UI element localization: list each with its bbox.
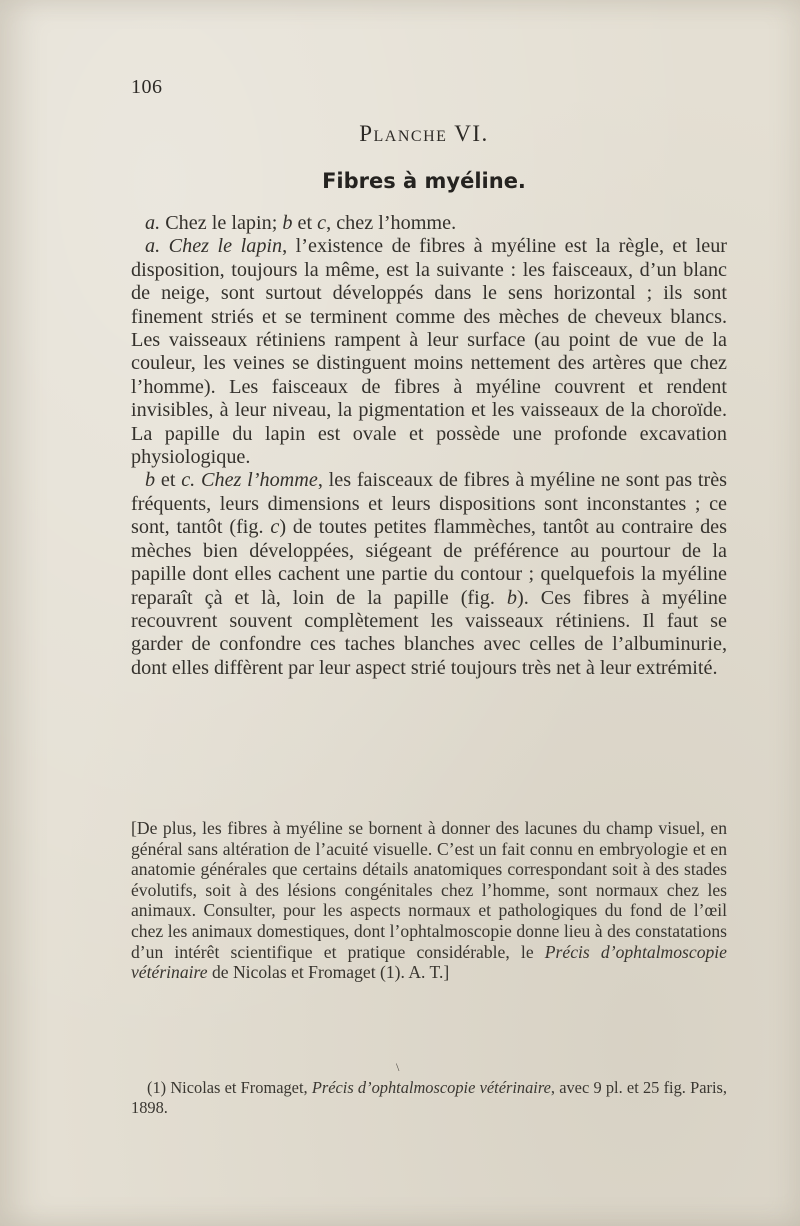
footnote-text-2: , avec 9 pl. et 25 fig. Paris, 1898. xyxy=(131,1078,727,1117)
para-bc-label-b: b xyxy=(145,469,156,492)
footnote-italic: Précis d’ophtalmoscopie vétérinaire xyxy=(311,1078,551,1097)
plate-title: Planche VI. xyxy=(359,121,489,146)
legend-text-3: , chez l’homme. xyxy=(326,212,457,234)
legend-label-b: b xyxy=(282,212,293,234)
para-bc-text-1: , les faisceaux de fibres à myéline ne sont pas très fréquents, leurs dimensions et leurs dispositions sont inconstantes ; ce sont, tantôt (fig. xyxy=(131,469,728,539)
para-bc-label-mid: et xyxy=(155,469,182,492)
footnote xyxy=(131,1078,727,1118)
para-bc-italic: Chez l’homme xyxy=(201,469,318,492)
para-a-label: a. xyxy=(145,235,161,258)
note-text-2: de Nicolas et Fromaget (1). A. T.] xyxy=(207,962,450,983)
legend-label-c: c xyxy=(317,212,327,234)
legend-text-1: Chez le lapin; xyxy=(160,212,283,234)
body-text xyxy=(131,212,727,680)
editor-note xyxy=(131,818,727,983)
legend-label-a: a. xyxy=(145,212,161,234)
legend-text-2: et xyxy=(292,212,318,234)
figure-legend xyxy=(131,212,727,235)
footnote-label: (1) xyxy=(147,1078,167,1097)
page-number: 106 xyxy=(131,76,163,98)
footnote-text-1: Nicolas et Fromaget, xyxy=(166,1078,312,1097)
para-bc-fig-c: c xyxy=(270,516,280,539)
note-italic: Précis d’ophtalmoscopie vétérinaire xyxy=(131,941,727,983)
para-bc-label-c: c. xyxy=(181,469,196,492)
para-bc-text-2: ) de toutes petites flammèches, tantôt au contraire des mèches bien développées, siégeant de préférence au pourtour de la papille dont elles cachent une partie du contour ; quelquefois la myéline reparaît çà et là, loin de la papille (fig. xyxy=(131,516,728,609)
para-bc-fig-b: b xyxy=(506,586,517,609)
paragraph-rabbit xyxy=(131,235,727,469)
note-text-1: [De plus, les fibres à myéline se bornent à donner des lacunes du champ visuel, en général sans altération de l’acuité visuelle. C’est un fait connu en embryologie et en anatomie générales que certains détails anatomiques correspondant soit à des stades évolutifs, soit à des lésions congénitales chez l’homme, sont normaux chez les animaux. Consulter, pour les aspects normaux et pathologiques du fond de l’œil chez les animaux domestiques, dont l’ophtalmoscopie donne lieu à des constatations d’un intérêt scientifique et pratique considérable, le xyxy=(131,818,727,962)
paragraph-human xyxy=(131,469,727,680)
section-title: Fibres à myéline. xyxy=(322,169,526,193)
para-bc-text-3: ). Ces fibres à myéline recouvrent souvent complètement les vaisseaux rétiniens. Il faut se garder de confondre ces taches blanches avec celles de l’albuminurie, dont elles diffèrent par leur aspect strié toujours très net à leur extrémité. xyxy=(131,586,727,679)
para-a-text: , l’existence de fibres à myéline est la règle, et leur disposition, toujours la même, est la suivante : les faisceaux, d’un blanc de neige, sont surtout développés dans le sens horizontal ; ils sont finement striés et se terminent comme des mèches de cheveux blancs. Les vaisseaux rétiniens rampent à leur surface (au point de vue de la couleur, les veines se distinguent moins nettement des artères que chez l’homme). Les faisceaux de fibres à myéline couvrent et rendent invisibles, à leur niveau, la pigmentation et les vaisseaux de la choroïde. La papille du lapin est ovale et possède une profonde excavation physiologique. xyxy=(131,235,728,469)
stray-mark: \ xyxy=(396,1060,400,1074)
para-a-italic: Chez le lapin xyxy=(168,235,283,258)
